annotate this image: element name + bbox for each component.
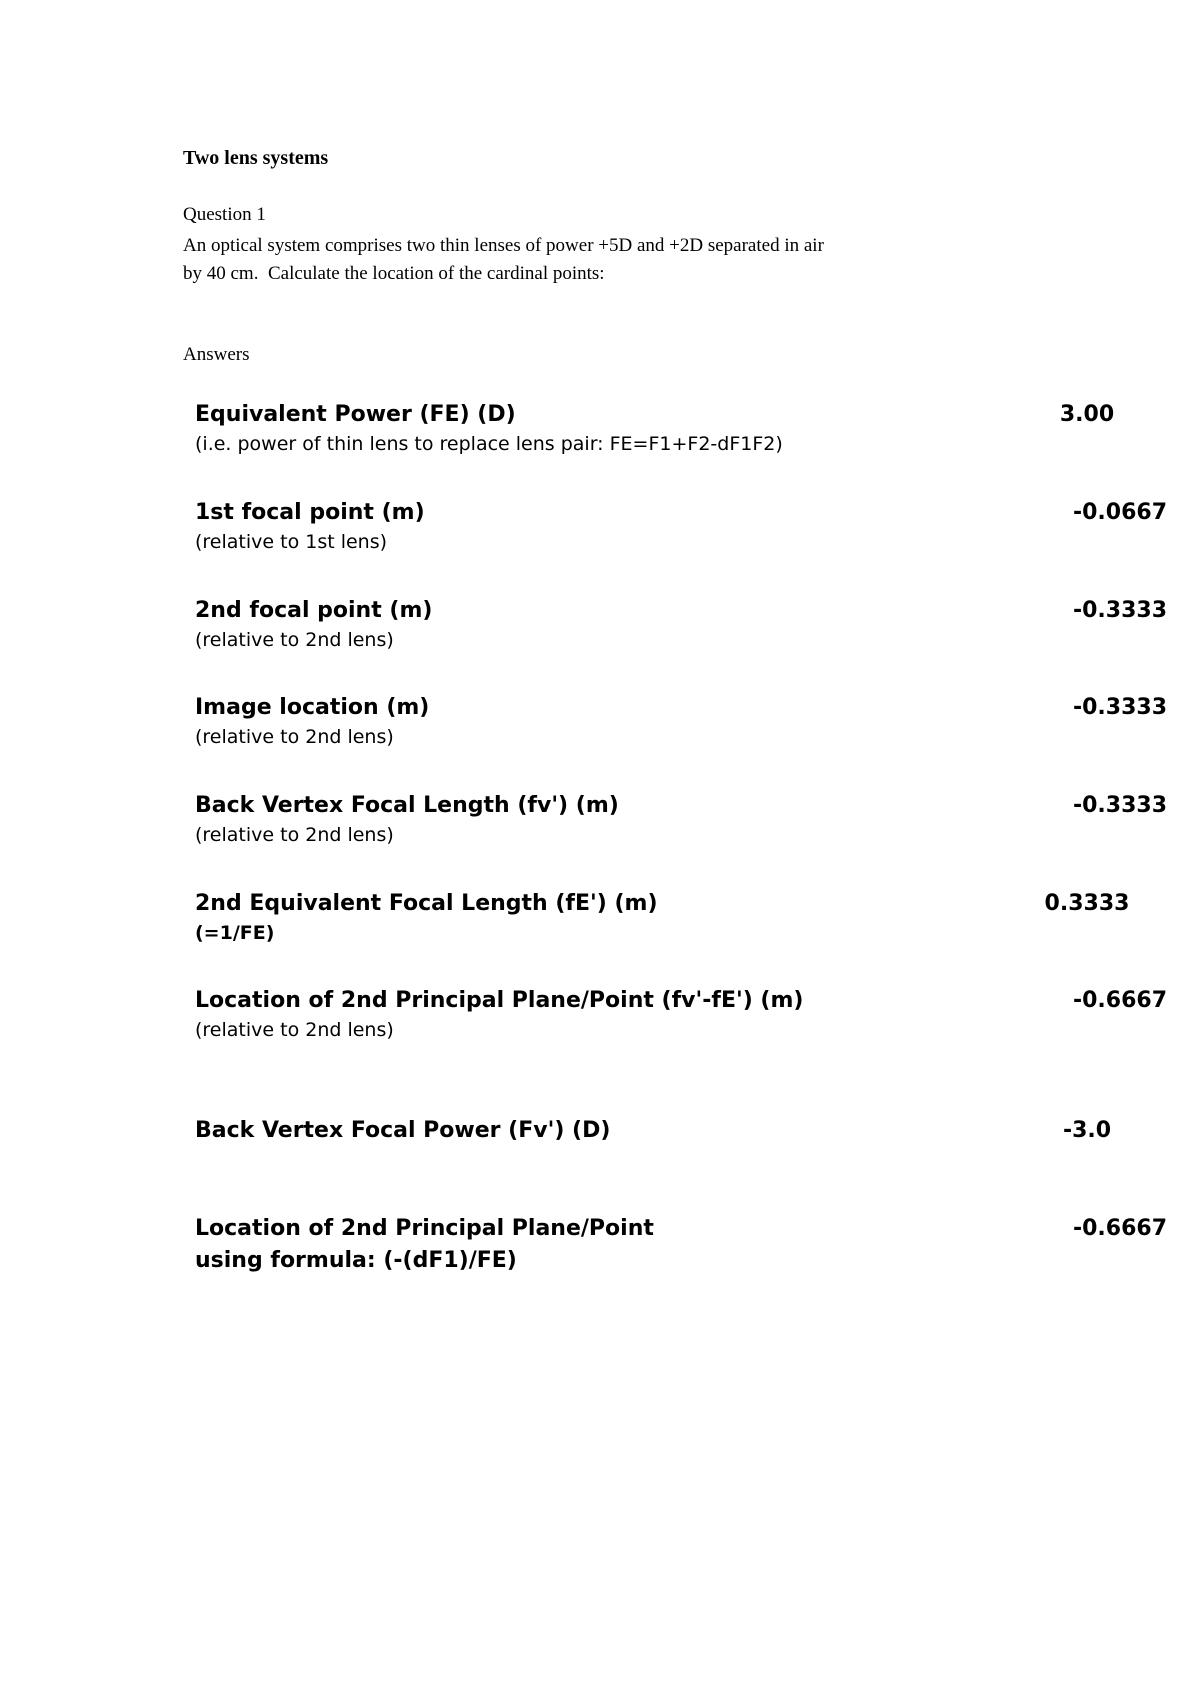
answer-value: 3.00 xyxy=(1059,402,1115,427)
answer-label: 2nd focal point (m) xyxy=(195,598,433,623)
answer-label: Location of 2nd Principal Plane/Point using formula: (-(dF1)/FE) xyxy=(195,1216,654,1273)
answer-label: Location of 2nd Principal Plane/Point (fv'-fE') (m) xyxy=(195,988,804,1013)
question-label: Question 1 xyxy=(183,204,266,225)
answer-note: (relative to 2nd lens) xyxy=(195,824,394,846)
answer-value: -0.0667 xyxy=(1072,500,1167,525)
answer-note: (i.e. power of thin lens to replace lens pair: FE=F1+F2-dF1F2) xyxy=(195,433,783,455)
answers-label: Answers xyxy=(183,344,250,365)
answer-note: (relative to 2nd lens) xyxy=(195,1019,394,1041)
answer-note: (=1/FE) xyxy=(195,922,275,944)
document-title: Two lens systems xyxy=(183,147,329,169)
answer-label: Image location (m) xyxy=(195,695,430,720)
answer-note: (relative to 1st lens) xyxy=(195,531,388,553)
answer-label: 1st focal point (m) xyxy=(195,500,425,525)
question-text: An optical system comprises two thin lenses of power +5D and +2D separated in air by 40 cm. Calculate the location of the cardinal points: xyxy=(183,235,824,284)
answer-value: -0.3333 xyxy=(1072,695,1167,720)
answer-value: 0.3333 xyxy=(1044,891,1130,916)
answer-label: Back Vertex Focal Length (fv') (m) xyxy=(195,793,619,818)
answer-note: (relative to 2nd lens) xyxy=(195,726,394,748)
answer-value: -0.3333 xyxy=(1072,598,1167,623)
answer-value: -0.6667 xyxy=(1072,1216,1167,1241)
answer-value: -0.6667 xyxy=(1072,988,1167,1013)
answer-value: -3.0 xyxy=(1062,1118,1112,1143)
answer-value: -0.3333 xyxy=(1072,793,1167,818)
answer-label: Back Vertex Focal Power (Fv') (D) xyxy=(195,1118,611,1143)
answer-label: Equivalent Power (FE) (D) xyxy=(195,402,516,427)
answer-note: (relative to 2nd lens) xyxy=(195,629,394,651)
answer-label: 2nd Equivalent Focal Length (fE') (m) xyxy=(195,891,658,916)
